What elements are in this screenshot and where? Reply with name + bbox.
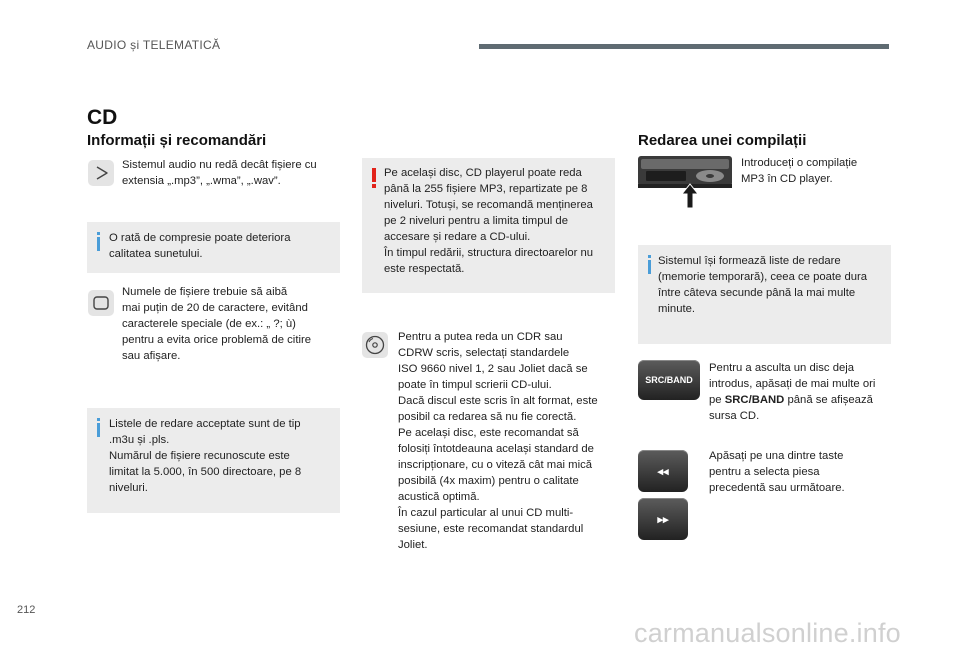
filenames-text: Numele de fișiere trebuie să aibă mai puțin de 20 de caractere, evitând caracterele speciale (de ex.: „ ?; ù) pentru a evita orice problemă de citire sau afișare. [122, 286, 312, 362]
right-heading: Redarea unei compilații [638, 132, 807, 149]
cdr-text: Pentru a putea reda un CDR sau CDRW scris, selectați standardele ISO 9660 nivel 1, 2 sau Joliet dacă se poate în timpul scrierii CD-ului. Dacă discul este scris în alt format, este posibil ca redarea să nu fie corectă. Pe același disc, este recomandat să folosiți întotdeauna același standard de inscripționare, cu o viteză cât mai mică posibilă (4x maxim) pentru o calitate acustică optimă. În cazul particular al unui CD multi- sesiune, este recomandat standardul Joliet. [398, 331, 598, 551]
left-heading: Informații și recomandări [87, 132, 267, 149]
fast-forward-icon: ▸▸ [657, 513, 669, 526]
playlists-note: Listele de redare acceptate sunt de tip .m3u și .pls. Numărul de fișiere recunoscute este limitat la 5.000, în 500 directoare, pe 8 niveluri. [109, 418, 302, 494]
page-number: 212 [17, 604, 36, 616]
rewind-icon: ◂◂ [657, 465, 669, 478]
warning-box [362, 158, 615, 293]
insert-text: Introduceți o compilație MP3 în CD player. [741, 157, 858, 185]
src-text: Pentru a asculta un disc deja introdus, apăsați de mai multe ori pe SRC/BAND până se afișează sursa CD. [709, 362, 876, 422]
intro-text: Sistemul audio nu redă decât fișiere cu extensia „.mp3”, „.wma”, „.wav”. [122, 159, 317, 187]
cd-player-illustration [638, 156, 732, 208]
compression-note: O rată de compresie poate deteriora calitatea sunetului. [109, 232, 291, 260]
header-bar [479, 44, 889, 49]
watermark: carmanualsonline.info [634, 618, 901, 648]
section-header-title: AUDIO și TELEMATICĂ [87, 38, 221, 52]
disc-icon [362, 332, 388, 358]
src-band-label: SRC/BAND [645, 375, 693, 385]
src-band-button[interactable] [638, 360, 700, 400]
info-box-compression [87, 222, 340, 273]
rounded-square-icon [88, 290, 114, 316]
playlist-memory-note: Sistemul își formează liste de redare (memorie temporară), ceea ce poate dura între câteva secunde până la mai multe minute. [658, 255, 868, 315]
next-track-button[interactable] [638, 498, 688, 540]
previous-track-button[interactable] [638, 450, 688, 492]
skip-text: Apăsați pe una dintre taste pentru a selecta piesa precedentă sau următoare. [709, 450, 845, 494]
page-title: CD [87, 106, 118, 129]
info-box-playlists [87, 408, 340, 513]
warning-icon [367, 168, 381, 188]
play-icon [88, 160, 114, 186]
warning-text: Pe același disc, CD playerul poate reda până la 255 fișiere MP3, repartizate pe 8 niveluri. Totuși, se recomandă menținerea pe 2 niveluri pentru a limita timpul de accesare și redare a CD-ului. În timpul redării, structura directoarelor nu este respectată. [384, 167, 594, 275]
info-box-playlist-memory [638, 245, 891, 344]
info-icon [644, 255, 657, 274]
info-icon [93, 232, 106, 251]
info-icon [93, 418, 106, 437]
